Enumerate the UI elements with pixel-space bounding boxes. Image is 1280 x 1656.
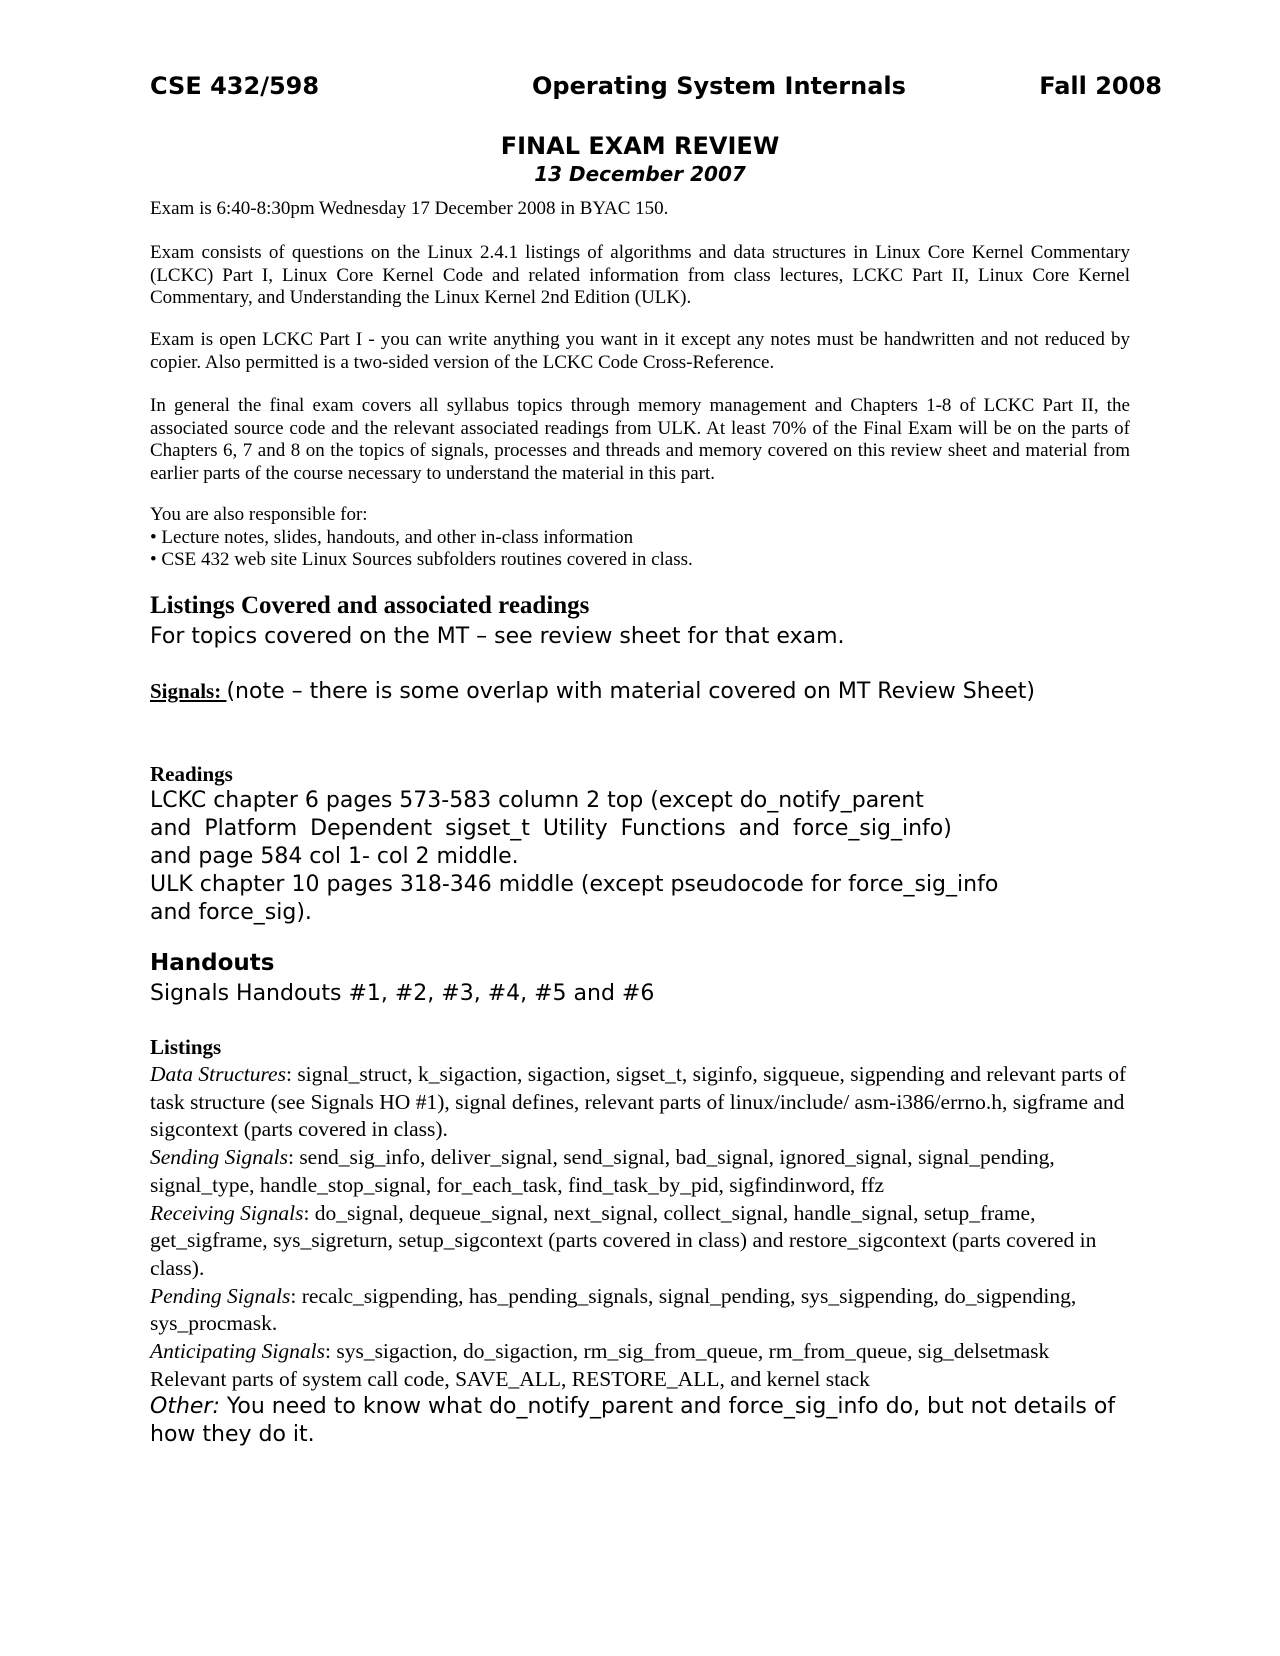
listings-heading: Listings [150, 1035, 222, 1059]
listing-item-data-structures: Data Structures: signal_struct, k_sigaction, sigaction, sigset_t, siginfo, sigqueue, sigpending and relevant parts of task structure (see Signals HO #1), signal defines, relevant parts of linux/include/ asm-i386/errno.h, sigframe and sigcontext (parts covered in class). [150, 1062, 1127, 1142]
handouts-heading: Handouts [150, 950, 275, 976]
readings-line: and page 584 col 1- col 2 middle. [150, 844, 519, 869]
exam-time-paragraph: Exam is 6:40-8:30pm Wednesday 17 December 2008 in BYAC 150. [150, 198, 669, 219]
listing-item-sending-signals: Sending Signals: send_sig_info, deliver_signal, send_signal, bad_signal, ignored_signal, signal_pending, signal_type, handle_stop_signal, for_each_task, find_task_by_pid, sigfindinword, ffz [150, 1145, 1055, 1197]
readings-line: ULK chapter 10 pages 318-346 middle (except pseudocode for force_sig_info [150, 872, 999, 897]
signals-section-line [150, 677, 1140, 706]
listings-covered-heading: Listings Covered and associated readings [150, 592, 590, 619]
relevant-syscall-line: Relevant parts of system call code, SAVE_ALL, RESTORE_ALL, and kernel stack [150, 1366, 870, 1391]
readings-line: LCKC chapter 6 pages 573-583 column 2 top (except do_notify_parent [150, 788, 924, 813]
listing-item-anticipating-signals: Anticipating Signals: sys_sigaction, do_sigaction, rm_sig_from_queue, rm_from_queue, sig_delsetmask [150, 1339, 1050, 1364]
responsibilities-intro: You are also responsible for: [150, 504, 368, 525]
course-header [150, 72, 1162, 100]
exam-content-paragraph: Exam consists of questions on the Linux 2.4.1 listings of algorithms and data structures in Linux Core Kernel Commentary (LCKC) Part I, Linux Core Kernel Code and related information from class lectures, LCKC Part II, Linux Core Kernel Commentary, and Understanding the Linux Kernel 2nd Edition (ULK). [150, 242, 1130, 309]
handouts-text: Signals Handouts #1, #2, #3, #4, #5 and #6 [150, 981, 655, 1006]
listings-body [150, 1061, 1130, 1449]
listing-item-receiving-signals: Receiving Signals: do_signal, dequeue_signal, next_signal, collect_signal, handle_signal, setup_frame, get_sigframe, sys_sigreturn, setup_sigcontext (parts covered in class) and restore_sigcontext (parts covered in class). [150, 1200, 1097, 1280]
readings-line: and force_sig). [150, 900, 312, 925]
readings-line: and Platform Dependent sigset_t Utility Functions and force_sig_info) [150, 816, 952, 841]
course-subject: Operating System Internals [532, 72, 906, 100]
signals-label: Signals: [150, 679, 227, 703]
listing-item-pending-signals: Pending Signals: recalc_sigpending, has_pending_signals, signal_pending, sys_sigpending, do_sigpending, sys_procmask. [150, 1283, 1077, 1336]
listing-item-other: Other: You need to know what do_notify_parent and force_sig_info do, but not details of how they do it. [150, 1394, 1116, 1448]
readings-heading: Readings [150, 762, 233, 786]
page-title: FINAL EXAM REVIEW [500, 132, 780, 160]
mt-topics-note: For topics covered on the MT – see review sheet for that exam. [150, 624, 845, 649]
course-term: Fall 2008 [1039, 72, 1162, 100]
course-number: CSE 432/598 [150, 72, 320, 100]
review-date: 13 December 2007 [534, 162, 746, 186]
exam-coverage-paragraph: In general the final exam covers all syllabus topics through memory management and Chapters 1-8 of LCKC Part II, the associated source code and the relevant associated readings from ULK. At least 70% of the Final Exam will be on the parts of Chapters 6, 7 and 8 on the topics of signals, processes and threads and memory covered on this review sheet and material from earlier parts of the course necessary to understand the material in this part. [150, 395, 1130, 485]
responsibility-bullet: • Lecture notes, slides, handouts, and other in-class information [150, 527, 634, 548]
exam-open-book-paragraph: Exam is open LCKC Part I - you can write anything you want in it except any notes must be handwritten and not reduced by copier. Also permitted is a two-sided version of the LCKC Code Cross-Reference. [150, 329, 1130, 373]
responsibility-bullet: • CSE 432 web site Linux Sources subfolders routines covered in class. [150, 549, 693, 570]
signals-note: (note – there is some overlap with material covered on MT Review Sheet) [226, 679, 1035, 704]
